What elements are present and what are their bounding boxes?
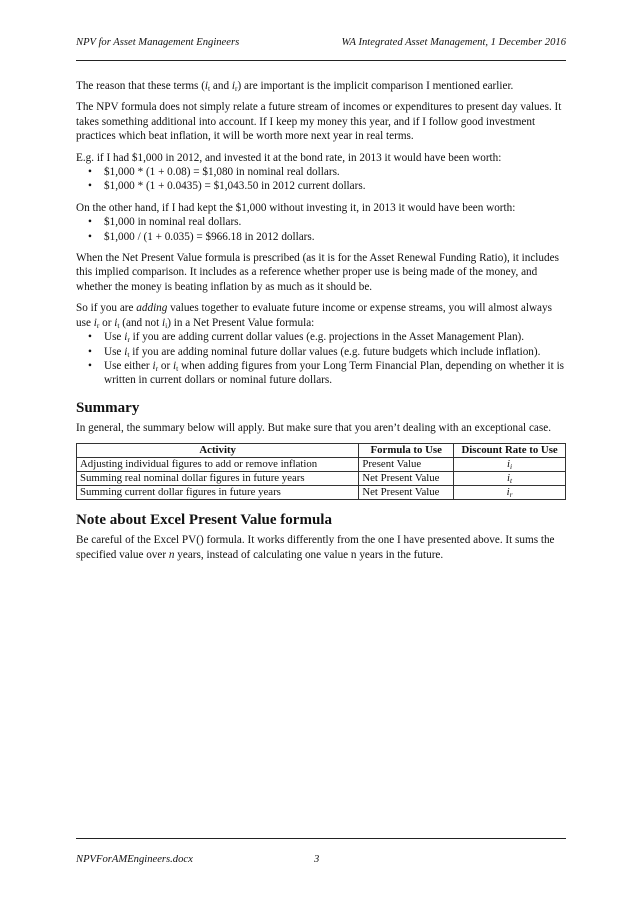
column-header-rate: Discount Rate to Use <box>454 444 566 458</box>
table-row <box>77 472 566 486</box>
cell-rate: $i_i$ <box>454 458 566 472</box>
cell-activity: Adjusting individual figures to add or remove inflation <box>77 458 359 472</box>
footer-filename: NPVForAMEngineers.docx <box>76 854 193 865</box>
page-footer <box>76 853 566 867</box>
header-rule <box>76 60 566 61</box>
document-body <box>76 79 566 569</box>
summary-table <box>76 443 566 500</box>
column-header-activity: Activity <box>77 444 359 458</box>
cell-rate: $i_r$ <box>454 486 566 500</box>
paragraph-example: E.g. if I had $1,000 in 2012, and invested it at the bond rate, in 2013 it would have been worth: <box>76 151 502 164</box>
page-header <box>76 36 566 50</box>
footer-rule <box>76 838 566 839</box>
cell-activity: Summing current dollar figures in future years <box>77 486 359 500</box>
list-item: • Use either $i_r$ or $i_t$ when adding figures from your Long Term Financial Plan, depending on whether it is written in current dollars or nominal future dollars. <box>104 359 566 388</box>
list-invested <box>76 165 566 194</box>
header-right: WA Integrated Asset Management, 1 December 2016 <box>341 37 566 48</box>
paragraph-other-hand: On the other hand, if I had kept the $1,000 without investing it, in 2013 it would have been worth: <box>76 201 516 214</box>
list-item: • $1,000 * (1 + 0.08) = $1,080 in nominal real dollars. <box>104 165 566 179</box>
paragraph-prescribed: When the Net Present Value formula is prescribed (as it is for the Asset Renewal Funding Ratio), it includes this implied comparison. It includes as a reference whether proper use is being made of the money, and whether the money is beating inflation by as much as it should be. <box>76 252 559 293</box>
list-not-invested <box>76 215 566 244</box>
cell-rate: $i_t$ <box>454 472 566 486</box>
list-item: • $1,000 * (1 + 0.0435) = $1,043.50 in 2012 current dollars. <box>104 179 566 193</box>
column-header-formula: Formula to Use <box>359 444 454 458</box>
list-usage <box>76 330 566 388</box>
list-item: • Use $i_r$ if you are adding current dollar values (e.g. projections in the Asset Management Plan). <box>104 330 566 344</box>
page-number: 3 <box>314 854 320 865</box>
header-left: NPV for Asset Management Engineers <box>76 37 240 48</box>
excel-heading: Note about Excel Present Value formula <box>76 512 332 529</box>
summary-heading: Summary <box>76 399 140 416</box>
summary-text: In general, the summary below will apply. But make sure that you aren’t dealing with an exceptional case. <box>76 421 552 434</box>
cell-formula: Net Present Value <box>359 486 454 500</box>
list-item: • Use $i_t$ if you are adding nominal future dollar values (e.g. future budgets which include inflation). <box>104 345 566 359</box>
cell-formula: Present Value <box>359 458 454 472</box>
table-header-row <box>77 444 566 458</box>
paragraph-terms: The reason that these terms ($i_t$ and $i_r$) are important is the implicit comparison I mentioned earlier. <box>76 80 514 93</box>
table-row <box>77 486 566 500</box>
list-item: • $1,000 in nominal real dollars. <box>104 215 566 229</box>
table-row <box>77 458 566 472</box>
paragraph-adding: So if you are adding values together to evaluate future income or expense streams, you will almost always use $i_r$ or $i_t$ (and not $i_i$) in a Net Present Value formula: <box>76 302 552 330</box>
cell-activity: Summing real nominal dollar figures in future years <box>77 472 359 486</box>
cell-formula: Net Present Value <box>359 472 454 486</box>
paragraph-npv-formula: The NPV formula does not simply relate a future stream of incomes or expenditures to present day values. It takes something additional into account. If I keep my money this year, and if I follow good investment practices which beat inflation, it will be worth more next year in real terms. <box>76 101 562 143</box>
excel-text: Be careful of the Excel PV() formula. It works differently from the one I have presented above. It sums the specified value over n years, instead of calculating one value n years in the future. <box>76 534 555 561</box>
list-item: • $1,000 / (1 + 0.035) = $966.18 in 2012 dollars. <box>104 230 566 244</box>
